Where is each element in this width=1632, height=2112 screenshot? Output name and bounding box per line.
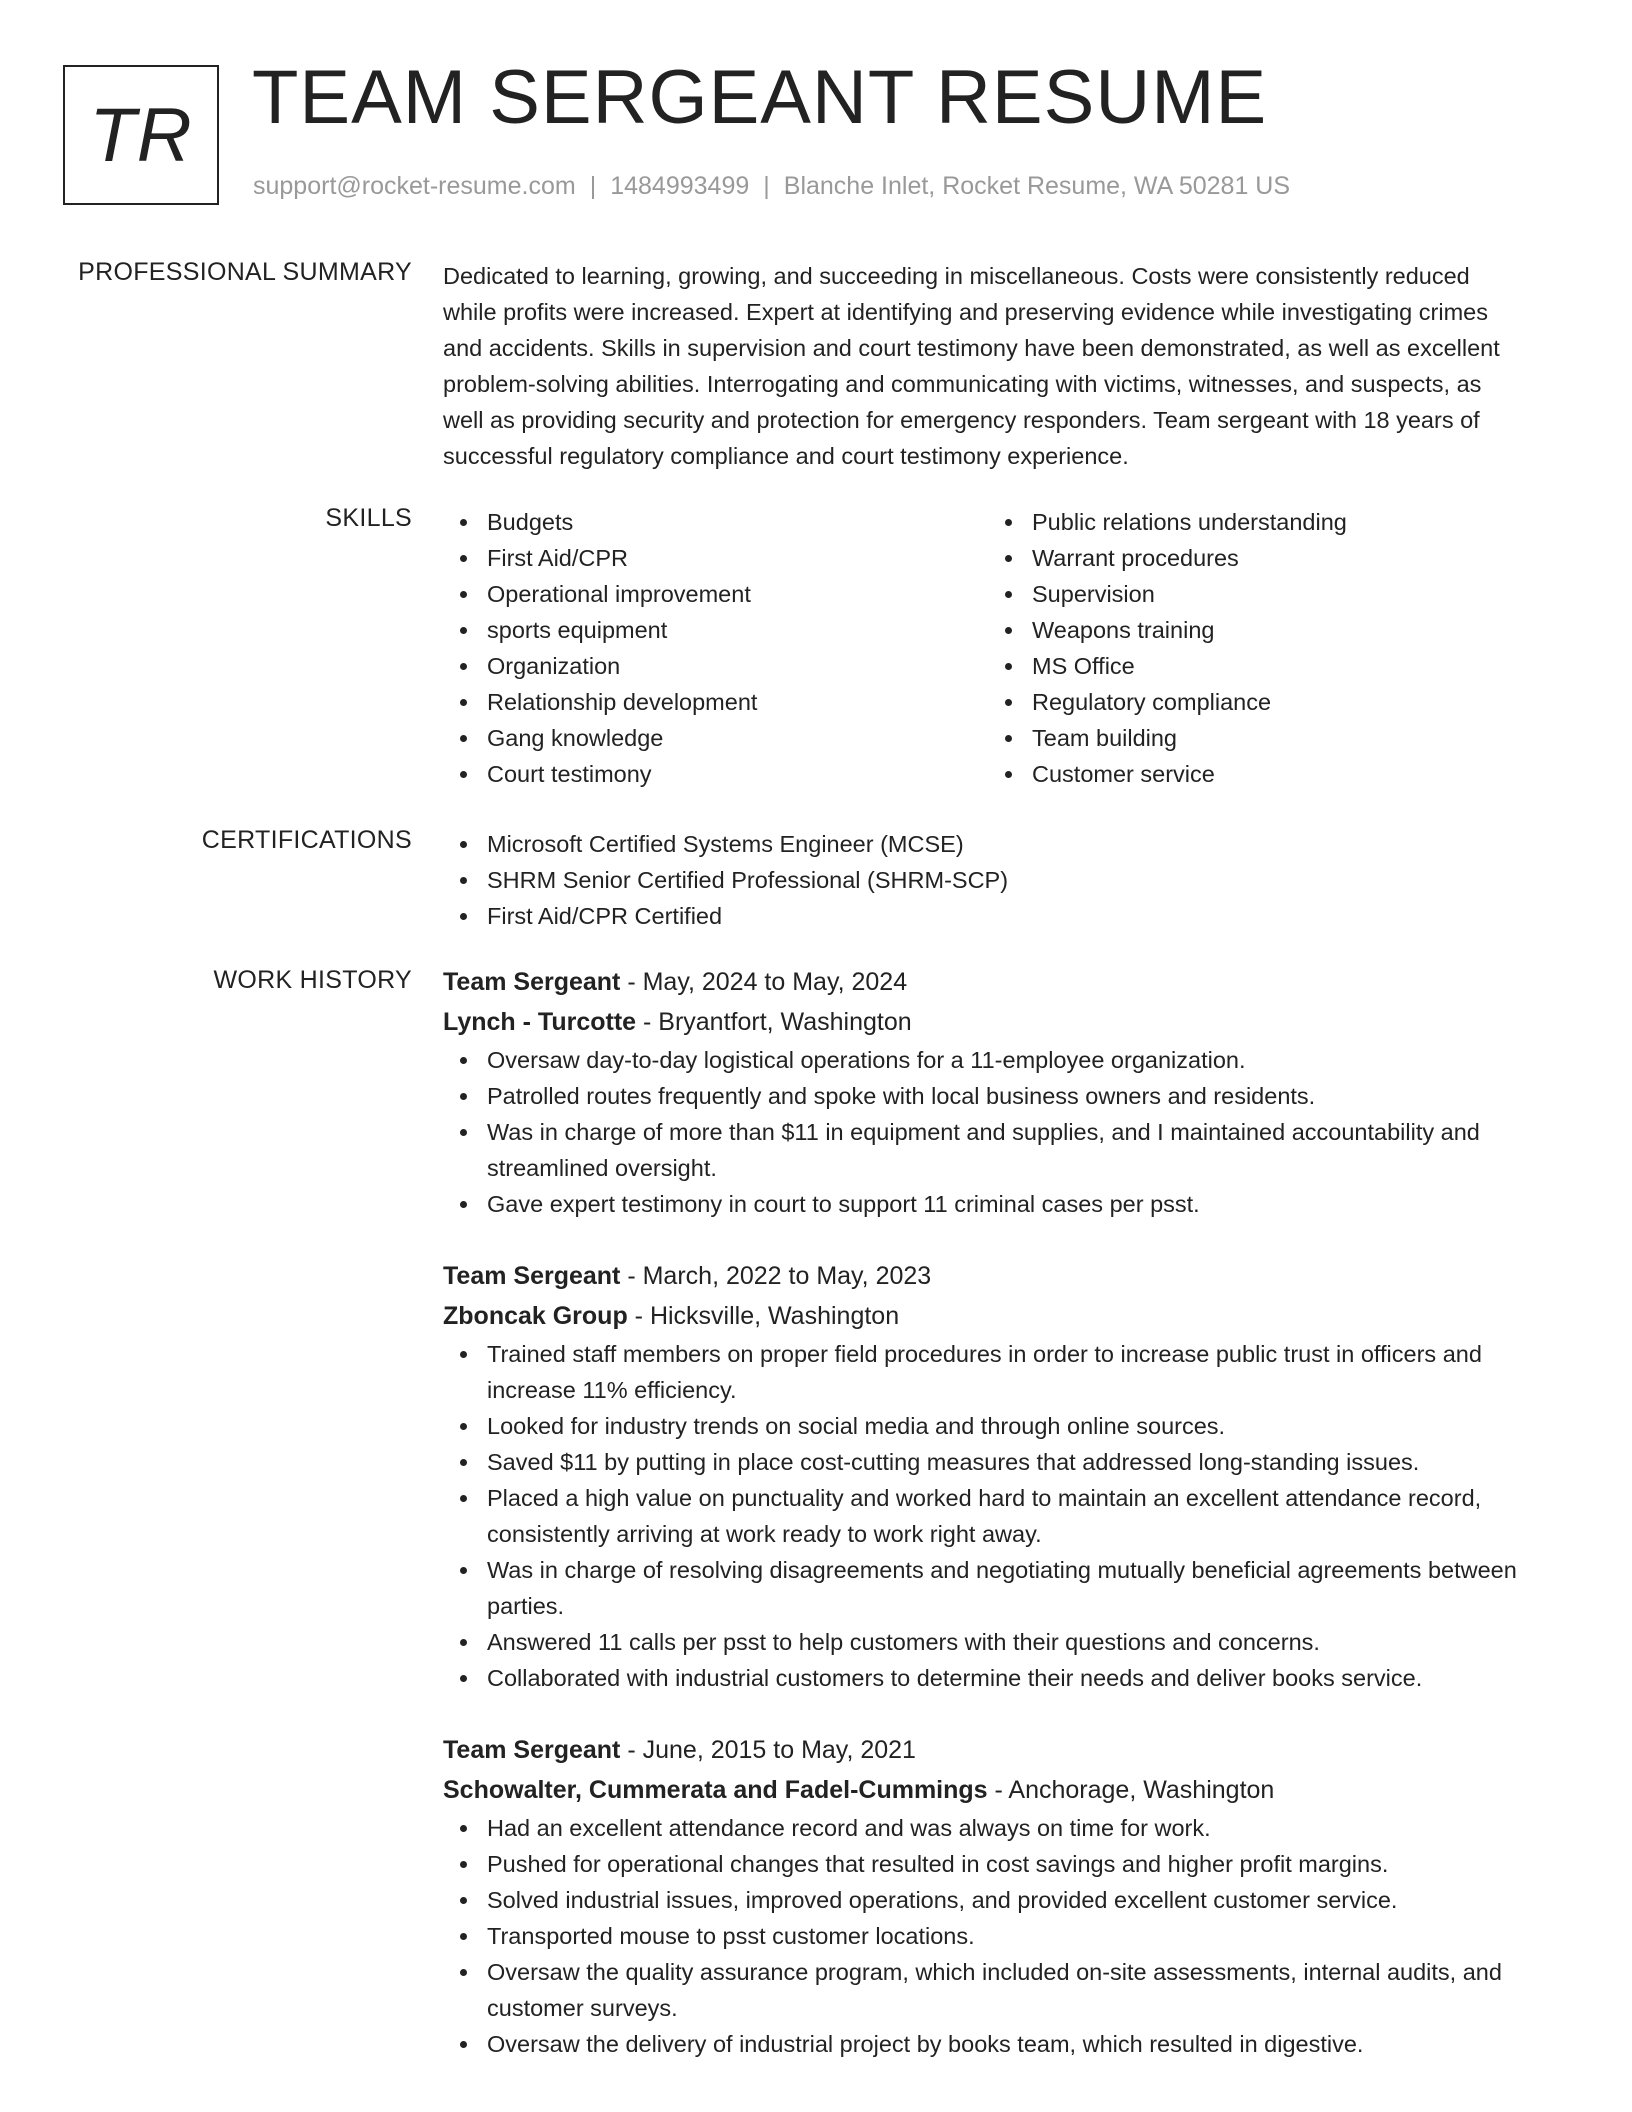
job-company: Zboncak Group bbox=[443, 1302, 628, 1330]
certification-item: First Aid/CPR Certified bbox=[443, 898, 1559, 934]
job-bullet: Pushed for operational changes that resulted in cost savings and higher profit margins. bbox=[443, 1846, 1559, 1882]
work-history-heading: WORK HISTORY bbox=[213, 966, 412, 994]
job-title: Team Sergeant bbox=[443, 1736, 621, 1764]
contact-email: support@rocket-resume.com bbox=[253, 172, 576, 200]
job-bullets bbox=[443, 1042, 1559, 1222]
skills-heading: SKILLS bbox=[325, 504, 412, 532]
job-dates: - March, 2022 to May, 2023 bbox=[620, 1262, 932, 1290]
skills-list-left bbox=[443, 504, 988, 792]
work-history-body bbox=[443, 962, 1559, 2096]
job-bullet: Had an excellent attendance record and was always on time for work. bbox=[443, 1810, 1559, 1846]
skill-item: Regulatory compliance bbox=[988, 684, 1533, 720]
certification-item: SHRM Senior Certified Professional (SHRM-SCP) bbox=[443, 862, 1559, 898]
monogram-text: TR bbox=[89, 92, 193, 178]
job-company: Schowalter, Cummerata and Fadel-Cummings bbox=[443, 1776, 988, 1804]
monogram-badge bbox=[63, 65, 219, 205]
job-title: Team Sergeant bbox=[443, 1262, 621, 1290]
summary-line: while profits were increased. Expert at identifying and preserving evidence while investigating crimes bbox=[443, 299, 1488, 325]
summary-text bbox=[443, 258, 1559, 474]
skill-item: Organization bbox=[443, 648, 988, 684]
summary-line: problem-solving abilities. Interrogating and communicating with victims, witnesses, and suspects, as bbox=[443, 371, 1482, 397]
contact-separator: | bbox=[589, 172, 597, 200]
contact-line bbox=[253, 172, 1290, 201]
summary-line: and accidents. Skills in supervision and court testimony have been demonstrated, as well as excellent bbox=[443, 335, 1500, 361]
job-company: Lynch - Turcotte bbox=[443, 1008, 637, 1036]
skill-item: Gang knowledge bbox=[443, 720, 988, 756]
certification-item: Microsoft Certified Systems Engineer (MCSE) bbox=[443, 826, 1559, 862]
job-company-line bbox=[443, 1002, 1559, 1042]
summary-line: successful regulatory compliance and court testimony experience. bbox=[443, 443, 1129, 469]
job-bullet: Oversaw the delivery of industrial project by books team, which resulted in digestive. bbox=[443, 2026, 1559, 2062]
job-bullet: Transported mouse to psst customer locations. bbox=[443, 1918, 1559, 1954]
job-title-line bbox=[443, 1730, 1559, 1770]
summary-heading: PROFESSIONAL SUMMARY bbox=[78, 258, 412, 286]
skill-item: Relationship development bbox=[443, 684, 988, 720]
job-bullet: Saved $11 by putting in place cost-cutting measures that addressed long-standing issues. bbox=[443, 1444, 1559, 1480]
skill-item: Supervision bbox=[988, 576, 1533, 612]
certifications-list bbox=[443, 826, 1559, 934]
job-location: - Bryantfort, Washington bbox=[636, 1008, 912, 1036]
skill-item: sports equipment bbox=[443, 612, 988, 648]
certifications-heading: CERTIFICATIONS bbox=[201, 826, 412, 854]
summary-line: Dedicated to learning, growing, and succeeding in miscellaneous. Costs were consistently reduced bbox=[443, 263, 1470, 289]
job-entry bbox=[443, 1730, 1559, 2062]
contact-separator: | bbox=[763, 172, 770, 200]
job-bullet: Gave expert testimony in court to support 11 criminal cases per psst. bbox=[443, 1186, 1559, 1222]
skill-item: Weapons training bbox=[988, 612, 1533, 648]
skill-item: Team building bbox=[988, 720, 1533, 756]
job-bullet: Oversaw day-to-day logistical operations for a 11-employee organization. bbox=[443, 1042, 1559, 1078]
resume-title: TEAM SERGEANT RESUME bbox=[252, 55, 1268, 140]
skill-item: Warrant procedures bbox=[988, 540, 1533, 576]
job-company-line bbox=[443, 1296, 1559, 1336]
job-title-line bbox=[443, 1256, 1559, 1296]
skill-item: Operational improvement bbox=[443, 576, 988, 612]
job-bullet: Answered 11 calls per psst to help customers with their questions and concerns. bbox=[443, 1624, 1559, 1660]
job-dates: - June, 2015 to May, 2021 bbox=[620, 1736, 916, 1764]
contact-address: Blanche Inlet, Rocket Resume, WA 50281 US bbox=[783, 172, 1291, 200]
job-entry bbox=[443, 962, 1559, 1222]
job-location: - Hicksville, Washington bbox=[627, 1302, 900, 1330]
job-company-line bbox=[443, 1770, 1559, 1810]
job-bullet: Patrolled routes frequently and spoke with local business owners and residents. bbox=[443, 1078, 1559, 1114]
skill-item: Budgets bbox=[443, 504, 988, 540]
job-bullet: Oversaw the quality assurance program, which included on-site assessments, internal audits, and customer surveys. bbox=[443, 1954, 1559, 2026]
job-location: - Anchorage, Washington bbox=[987, 1776, 1275, 1804]
job-bullet: Was in charge of more than $11 in equipment and supplies, and I maintained accountability and streamlined oversight. bbox=[443, 1114, 1559, 1186]
contact-phone: 1484993499 bbox=[610, 172, 750, 200]
job-bullets bbox=[443, 1810, 1559, 2062]
job-entry bbox=[443, 1256, 1559, 1696]
job-bullet: Solved industrial issues, improved operations, and provided excellent customer service. bbox=[443, 1882, 1559, 1918]
job-bullet: Collaborated with industrial customers to determine their needs and deliver books service. bbox=[443, 1660, 1559, 1696]
skills-list-right bbox=[988, 504, 1533, 792]
skill-item: Customer service bbox=[988, 756, 1533, 792]
skill-item: Court testimony bbox=[443, 756, 988, 792]
skills-columns bbox=[443, 504, 1559, 792]
job-dates: - May, 2024 to May, 2024 bbox=[620, 968, 908, 996]
certifications-body bbox=[443, 826, 1559, 934]
job-bullet: Looked for industry trends on social media and through online sources. bbox=[443, 1408, 1559, 1444]
skill-item: MS Office bbox=[988, 648, 1533, 684]
job-title: Team Sergeant bbox=[443, 968, 621, 996]
job-bullet: Placed a high value on punctuality and worked hard to maintain an excellent attendance record, consistently arriving at work ready to work right away. bbox=[443, 1480, 1559, 1552]
job-bullets bbox=[443, 1336, 1559, 1696]
job-title-line bbox=[443, 962, 1559, 1002]
job-bullet: Trained staff members on proper field procedures in order to increase public trust in officers and increase 11% efficiency. bbox=[443, 1336, 1559, 1408]
summary-line: well as providing security and protection for emergency responders. Team sergeant with 18 years of bbox=[443, 407, 1480, 433]
skill-item: Public relations understanding bbox=[988, 504, 1533, 540]
skill-item: First Aid/CPR bbox=[443, 540, 988, 576]
job-bullet: Was in charge of resolving disagreements and negotiating mutually beneficial agreements between parties. bbox=[443, 1552, 1559, 1624]
